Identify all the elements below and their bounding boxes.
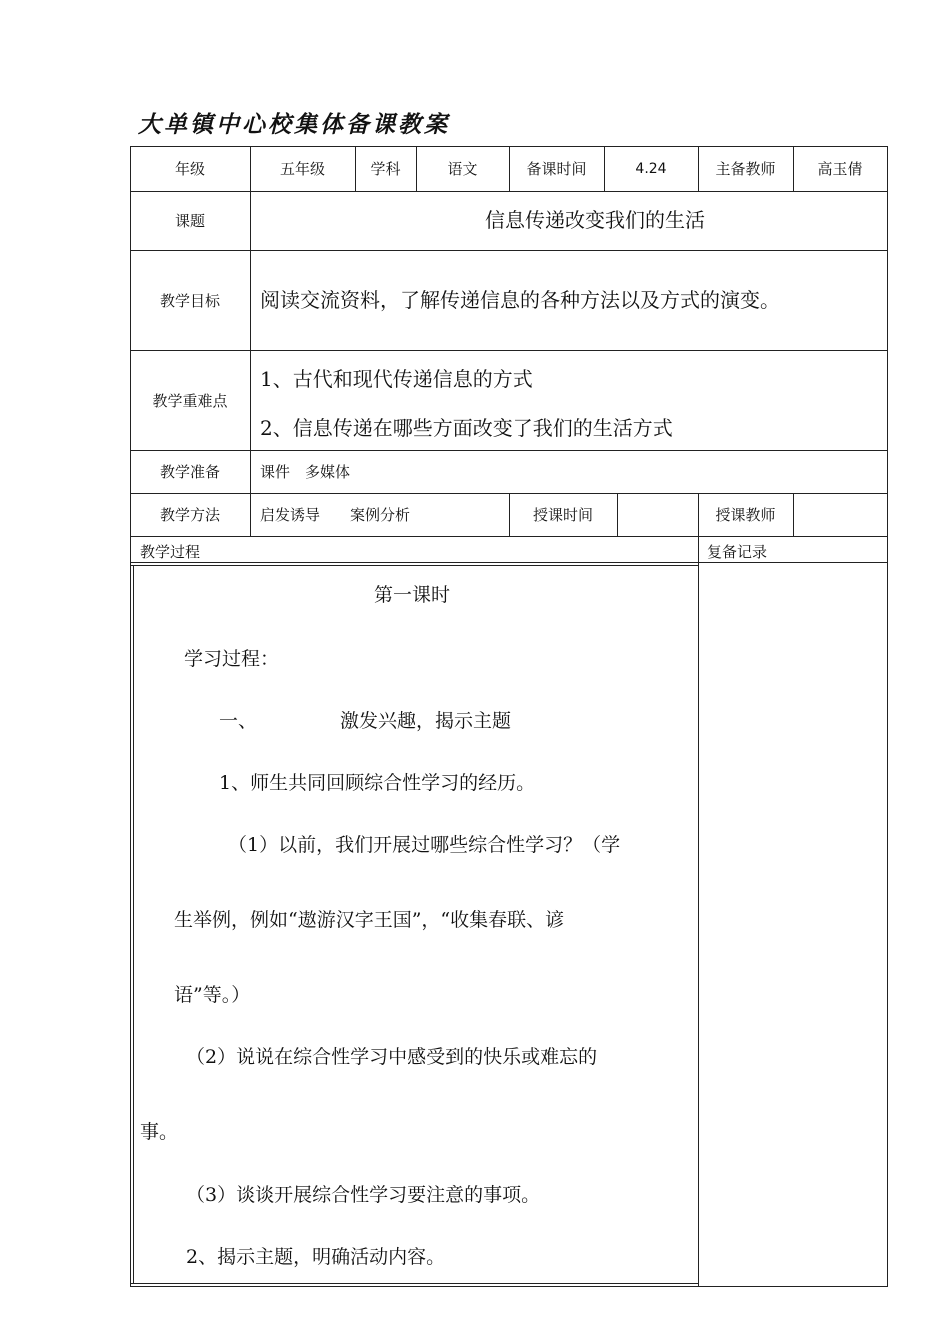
table-border [130, 1283, 698, 1284]
table-border [130, 536, 888, 537]
subject-value: 语文 [447, 160, 478, 178]
prep-time-label: 备课时间 [526, 160, 587, 178]
table-border [130, 562, 888, 563]
key-points-label: 教学重难点 [152, 391, 228, 410]
prep-time-value: 4.24 [635, 160, 667, 177]
table-border [698, 536, 699, 1286]
process-line: 事。 [140, 1121, 179, 1143]
process-line: （2）说说在综合性学习中感受到的快乐或难忘的 [186, 1046, 598, 1068]
process-label: 教学过程 [140, 543, 201, 561]
preparation-value: 课件 多媒体 [260, 463, 351, 481]
goal-value: 阅读交流资料，了解传递信息的各种方法以及方式的演变。 [260, 287, 780, 312]
key-point-item: 1、古代和现代传递信息的方式 [260, 367, 533, 391]
subject-label: 学科 [370, 160, 401, 178]
process-line: （1）以前，我们开展过哪些综合性学习？（学 [228, 834, 621, 856]
process-line: 学习过程： [184, 648, 280, 670]
process-line: 生举例，例如“遨游汉字王国”，“收集春联、谚 [174, 909, 565, 931]
main-teacher-label: 主备教师 [715, 160, 776, 178]
goal-label: 教学目标 [159, 291, 220, 310]
topic-label: 课题 [174, 212, 205, 230]
process-line: （3）谈谈开展综合性学习要注意的事项。 [186, 1184, 541, 1206]
method-value: 启发诱导 案例分析 [260, 506, 411, 524]
key-point-item: 2、信息传递在哪些方面改变了我们的生活方式 [260, 416, 673, 440]
process-line: 语”等。） [174, 984, 251, 1006]
process-line: 一、 [219, 710, 258, 732]
main-teacher-value: 高玉倩 [817, 160, 863, 178]
topic-value: 信息传递改变我们的生活 [485, 208, 705, 232]
grade-label: 年级 [174, 160, 205, 178]
lesson-time-value [617, 493, 698, 536]
record-label: 复备记录 [707, 543, 768, 561]
table-border [130, 565, 698, 566]
grade-value: 五年级 [279, 160, 325, 178]
method-label: 教学方法 [159, 506, 220, 524]
table-border [133, 565, 134, 1283]
table-border [887, 146, 888, 1286]
lesson-time-label: 授课时间 [532, 506, 593, 524]
table-border [130, 1286, 888, 1287]
process-line: 激发兴趣，揭示主题 [340, 710, 512, 732]
document-title: 大单镇中心校集体备课教案 [138, 111, 450, 138]
process-line: 1、师生共同回顾综合性学习的经历。 [219, 772, 536, 794]
process-line: 2、揭示主题，明确活动内容。 [186, 1246, 446, 1268]
lesson-heading: 第一课时 [374, 584, 451, 606]
lesson-teacher-label: 授课教师 [715, 506, 776, 524]
preparation-label: 教学准备 [159, 463, 220, 481]
lesson-teacher-value [793, 493, 887, 536]
